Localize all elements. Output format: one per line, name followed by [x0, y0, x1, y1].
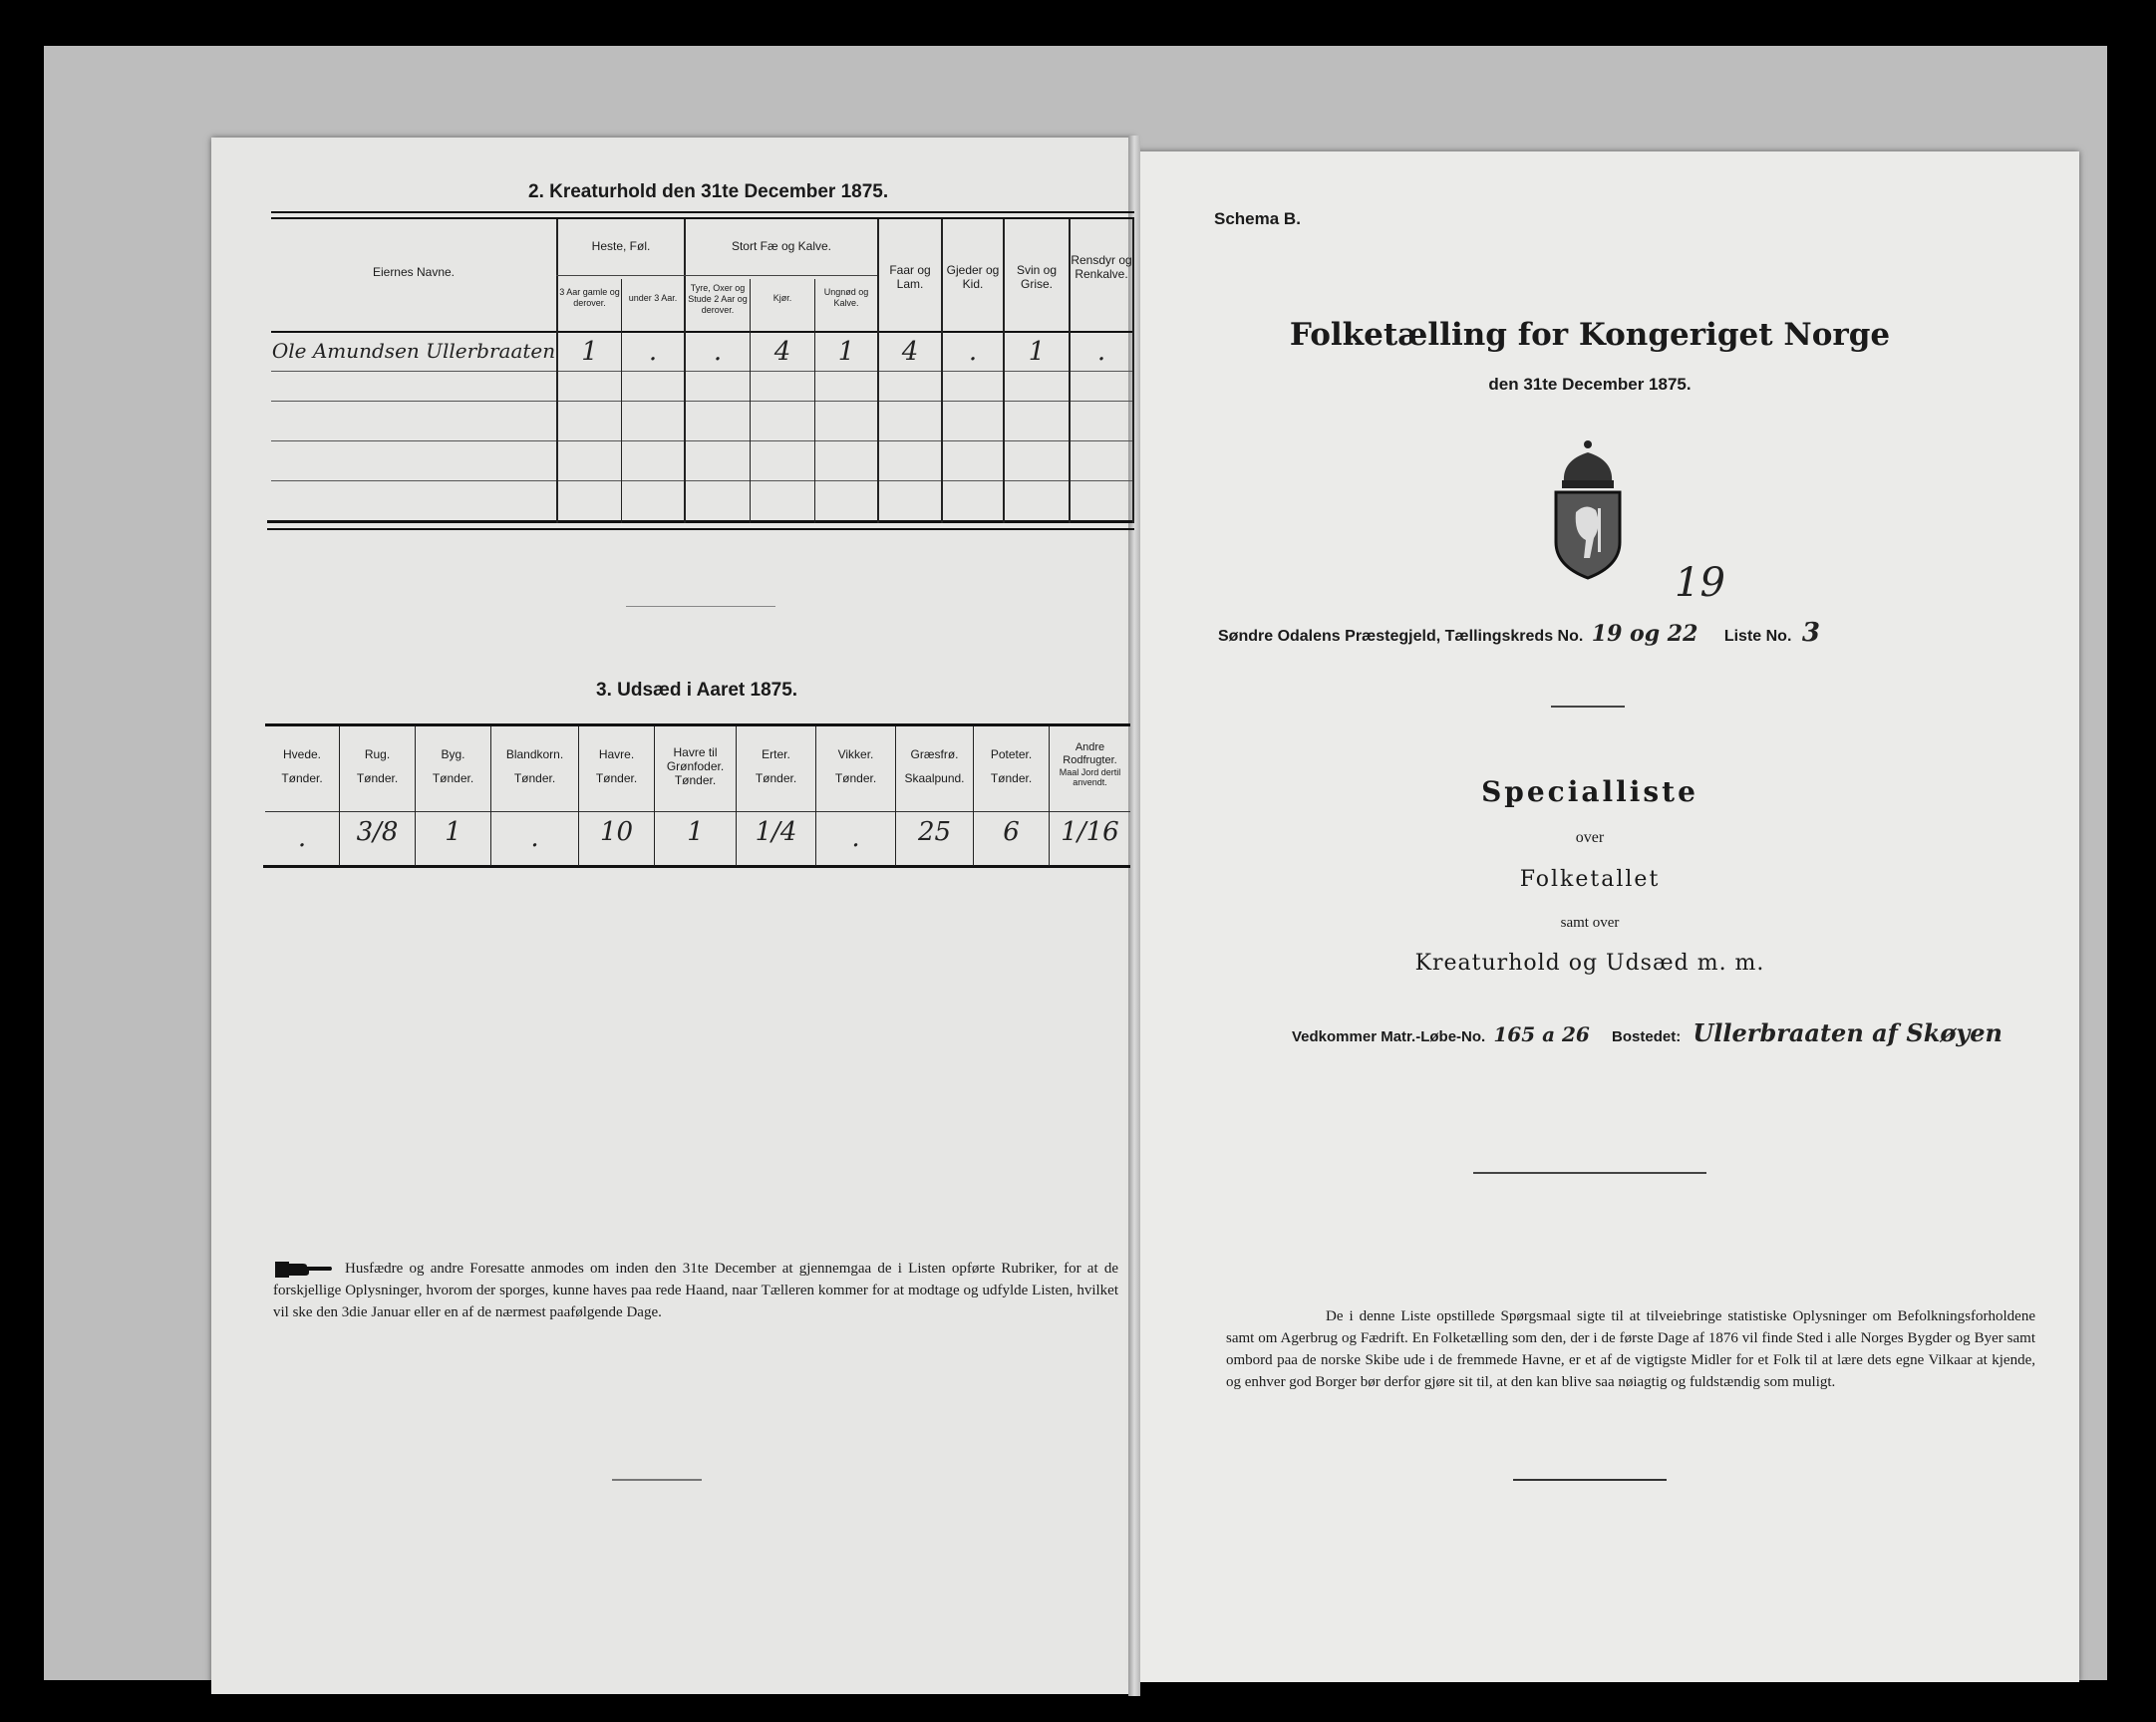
document-date: den 31te December 1875. [1488, 375, 1692, 394]
table-cell: . [297, 823, 307, 853]
kjor-header: Kjør. [772, 293, 792, 303]
specialliste-heading: Specialliste [1481, 775, 1698, 808]
coat-of-arms-icon [1550, 438, 1626, 582]
stort-fae-header: Stort Fæ og Kalve. [731, 239, 832, 253]
table-cell: 1 [445, 817, 462, 847]
parish-label: Søndre Odalens Præstegjeld, Tællingskreds No. [1218, 628, 1584, 645]
table2-row-rule [271, 401, 1134, 402]
section-2-title: 2. Kreaturhold den 31te December 1875. [528, 181, 889, 202]
notice-text: Husfædre og andre Foresatte anmodes om inden den 31te December at gjennemgaa de i Listen opførte Rubriker, for at de forskjellige Oplysninger, hvorom der sporges, kunne haves paa rede Haand, naar Tælleren kommer for at modtage og udfylde Listen, hvilket vil ske den 3die Januar eller en af de nærmest paafølgende Dage. [273, 1261, 1118, 1320]
table2-col-line [1132, 219, 1134, 523]
table-cell: 10 [599, 817, 634, 847]
kreds-value: 19 og 22 [1591, 621, 1698, 647]
table-cell: . [1096, 337, 1106, 367]
table-cell: . [530, 823, 539, 853]
table-cell: . [713, 337, 723, 367]
table-cell: . [851, 823, 860, 853]
poteter-header: Poteter. Tønder. [990, 747, 1033, 785]
table2-row-rule [271, 440, 1134, 441]
table-cell: 1 [687, 817, 704, 847]
explanatory-paragraph: De i denne Liste opstillede Spørgsmaal sigte til at tilveiebringe statistiske Oplysninger om Befolkningsforholdene samt om Agerbrug og Fædrift. En Folketælling som den, der i de første Dage af 1876 vil finde Sted i alle Norges Bygder og Byer samt ombord paa de norske Skibe ude i de fremmede Havne, er et af de vigtigste Midler for et Folk til at lære dets egne Vilkaar at kjende, og enhver god Borger bør derfor gjøre sit til, at den kan blive saa nøiagtig og fuldstændig som muligt. [1226, 1308, 2035, 1390]
parish-line [1218, 618, 1820, 648]
rodfrugter-header: Andre Rodfrugter. Maal Jord dertil anvendt. [1059, 741, 1121, 787]
table2-col-line [556, 219, 558, 523]
table2-col-line [814, 279, 815, 523]
graesfro-header: Græsfrø. Skaalpund. [904, 747, 965, 785]
table2-top-rule-2 [271, 217, 1134, 219]
divider [1473, 1172, 1706, 1174]
bosted-label: Bostedet: [1612, 1028, 1682, 1045]
owner-name-cell: Ole Amundsen Ullerbraaten [271, 339, 556, 363]
tyre-header: Tyre, Oxer og Stude 2 Aar og derover. [688, 283, 748, 315]
table-cell: 3/8 [356, 817, 399, 847]
faar-header: Faar og Lam. [889, 263, 931, 291]
table2-col-line [750, 279, 751, 523]
table-cell: 1/16 [1061, 817, 1119, 847]
bosted-value: Ullerbraaten af Skøyen [1693, 1018, 2002, 1047]
matr-label: Vedkommer Matr.-Løbe-No. [1292, 1028, 1486, 1045]
table2-row-rule [271, 480, 1134, 481]
divider [612, 1479, 702, 1481]
table3-header-rule [265, 811, 1130, 812]
document-title: Folketælling for Kongeriget Norge [1289, 317, 1891, 353]
divider [1513, 1479, 1667, 1481]
vikker-header: Vikker. Tønder. [834, 747, 877, 785]
schema-label: Schema B. [1214, 209, 1301, 228]
divider [626, 606, 775, 607]
section-3-title: 3. Udsæd i Aaret 1875. [596, 680, 798, 701]
samt-over-text: samt over [1560, 915, 1620, 931]
gjeder-header: Gjeder og Kid. [946, 263, 1000, 291]
matr-value: 165 a 26 [1493, 1022, 1590, 1046]
table2-subheader-rule [556, 275, 877, 276]
folketallet-text: Folketallet [1519, 867, 1661, 892]
gronfoder-header: Havre til Grønfoder. Tønder. [666, 745, 725, 787]
divider [1551, 706, 1625, 708]
blandkorn-header: Blandkorn. Tønder. [505, 747, 564, 785]
table-cell: 4 [773, 337, 791, 367]
byg-header: Byg. Tønder. [432, 747, 474, 785]
table-cell: 1 [837, 337, 855, 367]
hvede-header: Hvede. Tønder. [281, 747, 323, 785]
table-cell: 1 [581, 337, 598, 367]
heste-young-header: under 3 Aar. [628, 293, 678, 303]
heste-old-header: 3 Aar gamle og derover. [559, 287, 620, 308]
table-cell: . [968, 337, 978, 367]
heste-header: Heste, Føl. [591, 239, 651, 253]
kreaturhold-text: Kreaturhold og Udsæd m. m. [1414, 951, 1765, 976]
matr-line [1292, 1018, 2002, 1047]
rug-header: Rug. Tønder. [356, 747, 399, 785]
page-gutter [1128, 136, 1140, 1696]
over-text: over [1575, 829, 1605, 846]
owner-header: Eiernes Navne. [372, 265, 456, 279]
table3-top-rule [265, 723, 1130, 726]
liste-value: 3 [1801, 618, 1820, 648]
table-cell: 1/4 [755, 817, 797, 847]
table2-row-rule [271, 371, 1134, 372]
erter-header: Erter. Tønder. [755, 747, 797, 785]
table2-bottom-rule-2 [267, 528, 1134, 530]
table2-col-line [621, 279, 622, 523]
table-cell: 25 [917, 817, 952, 847]
table2-top-rule [271, 211, 1134, 213]
table-cell: . [648, 337, 658, 367]
table2-header-rule [271, 331, 1134, 333]
table2-col-line [684, 219, 686, 523]
havre-header: Havre. Tønder. [595, 747, 638, 785]
rensdyr-header: Rensdyr og Renkalve. [1071, 253, 1132, 281]
svin-header: Svin og Grise. [1016, 263, 1058, 291]
table-cell: 1 [1028, 337, 1046, 367]
table-cell: 4 [901, 337, 919, 367]
table3-bottom-rule [263, 865, 1130, 868]
ungnod-header: Ungnød og Kalve. [823, 287, 869, 308]
table-cell: 6 [1003, 817, 1020, 847]
liste-label: Liste No. [1723, 628, 1792, 645]
kreds-number-annotation: 19 [1675, 560, 1725, 606]
